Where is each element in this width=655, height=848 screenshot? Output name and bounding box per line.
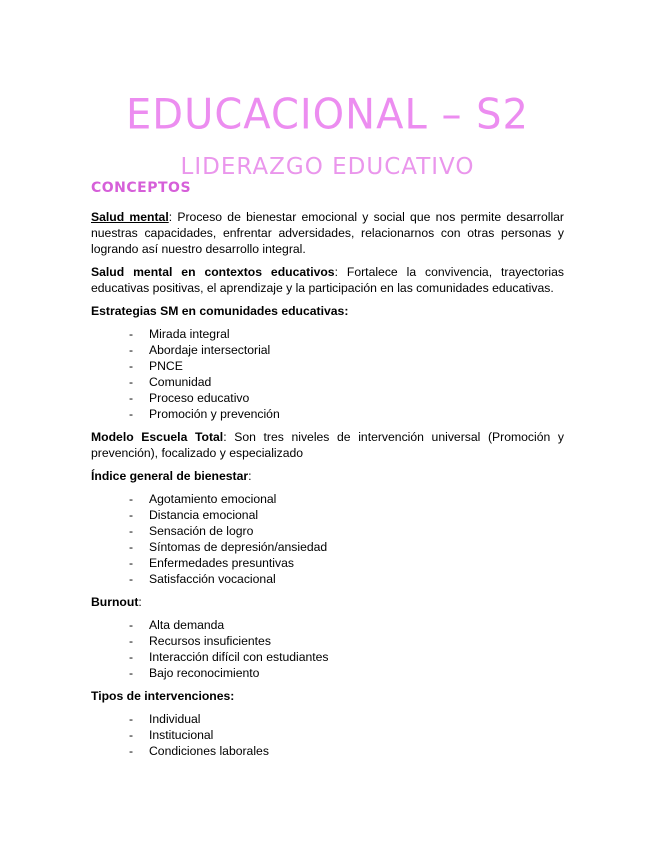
heading-indice: Índice general de bienestar: — [91, 469, 252, 483]
document-body — [91, 209, 564, 766]
list-item: - Interacción difícil con estudiantes — [129, 649, 564, 665]
list-item: - Alta demanda — [129, 617, 564, 633]
term-contextos: Salud mental en contextos educativos — [91, 265, 335, 279]
list-item: - Recursos insuficientes — [129, 633, 564, 649]
paragraph-contextos — [91, 264, 564, 296]
list-item: - Enfermedades presuntivas — [129, 555, 564, 571]
list-burnout — [91, 617, 564, 681]
list-item: - Individual — [129, 711, 564, 727]
list-item: - Condiciones laborales — [129, 743, 564, 759]
definition-contextos: : Fortalece la convivencia, trayectorias educativas positivas, el aprendizaje y la participación en las comunidades educativas. — [91, 265, 564, 295]
list-item: - Promoción y prevención — [129, 406, 564, 422]
list-item: - Síntomas de depresión/ansiedad — [129, 539, 564, 555]
section-heading: CONCEPTOS — [91, 180, 192, 196]
list-item: - Proceso educativo — [129, 390, 564, 406]
definition-salud-mental: : Proceso de bienestar emocional y social que nos permite desarrollar nuestras capacidades, enfrentar adversidades, relacionarnos con otras personas y logrando así nuestro desarrollo integral. — [91, 210, 564, 256]
list-tipos — [91, 711, 564, 759]
term-modelo: Modelo Escuela Total — [91, 430, 224, 444]
list-estrategias — [91, 326, 564, 422]
page-title: EDUCACIONAL – S2 — [126, 90, 529, 140]
heading-tipos: Tipos de intervenciones: — [91, 689, 235, 703]
heading-burnout: Burnout: — [91, 595, 142, 609]
list-item: - Distancia emocional — [129, 507, 564, 523]
list-item: - Comunidad — [129, 374, 564, 390]
list-indice — [91, 491, 564, 587]
page-subtitle: LIDERAZGO EDUCATIVO — [180, 154, 475, 180]
list-item: - PNCE — [129, 358, 564, 374]
list-item: - Institucional — [129, 727, 564, 743]
paragraph-modelo — [91, 429, 564, 461]
list-item: - Satisfacción vocacional — [129, 571, 564, 587]
paragraph-salud-mental — [91, 209, 564, 257]
list-item: - Agotamiento emocional — [129, 491, 564, 507]
term-salud-mental: Salud mental — [91, 210, 169, 224]
list-item: - Abordaje intersectorial — [129, 342, 564, 358]
list-item: - Sensación de logro — [129, 523, 564, 539]
list-item: - Bajo reconocimiento — [129, 665, 564, 681]
heading-estrategias: Estrategias SM en comunidades educativas: — [91, 304, 349, 318]
definition-modelo: : Son tres niveles de intervención universal (Promoción y prevención), focalizado y especializado — [91, 430, 564, 460]
list-item: - Mirada integral — [129, 326, 564, 342]
